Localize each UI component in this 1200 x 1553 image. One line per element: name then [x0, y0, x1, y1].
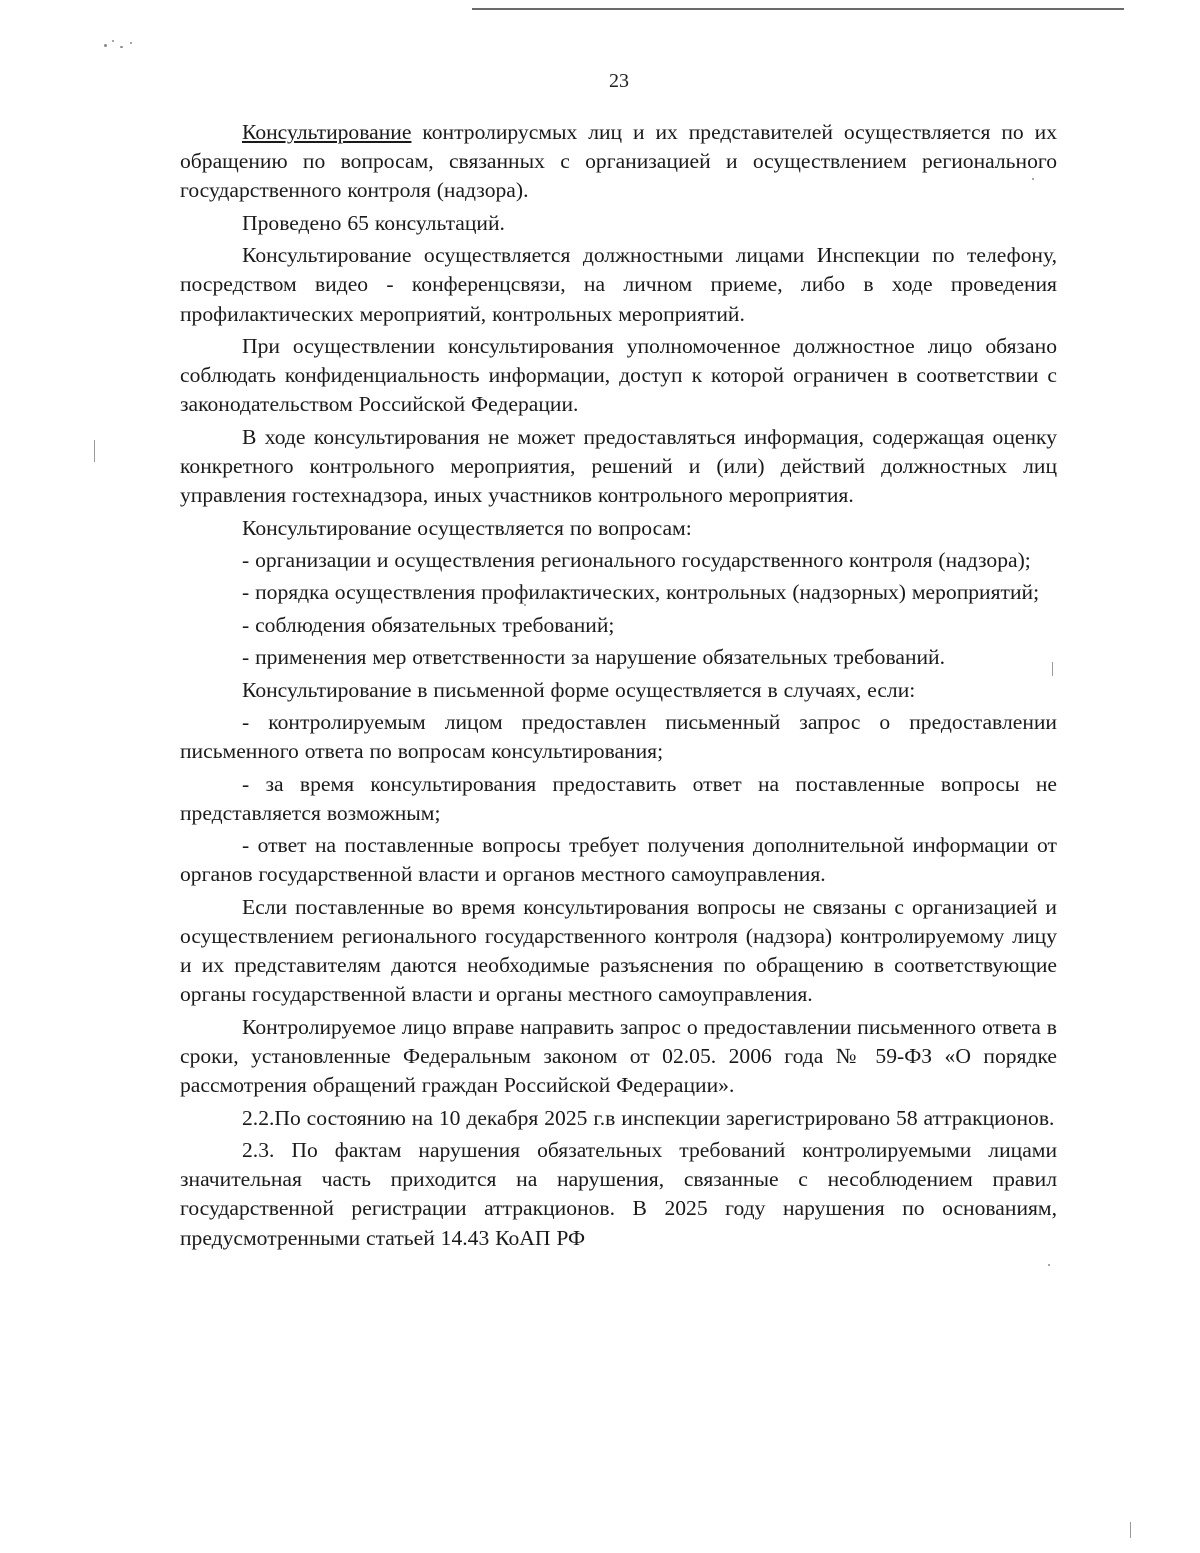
paragraph-unrelated-questions: Если поставленные во время консультирования вопросы не связаны с организацией и осуществлением регионального государственного контроля (надзора) контролируемому лицу и их представителям даются необходимые разъяснения по обращению в соответствующие органы государственной власти и органы местного самоуправления. [180, 894, 1057, 1007]
paragraph-consultations-count: Проведено 65 консультаций. [242, 210, 505, 235]
list-item-topic: - организации и осуществления регионального государственного контроля (надзора); [242, 547, 1031, 572]
top-scan-rule [472, 8, 1124, 10]
list-item-written-case: - контролируемым лицом предоставлен письменный запрос о предоставлении письменного ответа по вопросам консультирования; [180, 709, 1057, 764]
paragraph-consultation-channels: Консультирование осуществляется должностными лицами Инспекции по телефону, посредством видео - конференцсвязи, на личном приеме, либо в ходе проведения профилактических мероприятий, контрольных мероприятий. [180, 243, 1057, 326]
list-item-topic: - порядка осуществления профилактических, контрольных (надзорных) мероприятий; [242, 580, 1040, 605]
scan-margin-mark [94, 440, 95, 462]
paragraph-section-2-3: 2.3. По фактам нарушения обязательных требований контролируемыми лицами значительная часть приходится на нарушения, связанные с несоблюдением правил государственной регистрации аттракционов. В 2025 году нарушения по основаниям, предусмотренными статьей 14.43 КоАП РФ [180, 1137, 1057, 1250]
list-item-topic: - применения мер ответственности за нарушение обязательных требований. [242, 645, 946, 670]
paragraph-restrictions: В ходе консультирования не может предоставляться информация, содержащая оценку конкретного контрольного мероприятия, решений и (или) действий должностных лиц управления гостехнадзора, иных участников контрольного мероприятия. [180, 424, 1057, 508]
list-item-topic: - соблюдения обязательных требований; [242, 612, 615, 637]
page-number: 23 [609, 70, 629, 92]
scan-margin-mark [1130, 1522, 1131, 1538]
paragraph-confidentiality: При осуществлении консультирования уполномоченное должностное лицо обязано соблюдать конфиденциальность информации, доступ к которой ограничен в соответствии с законодательством Российской Федерации. [180, 333, 1057, 417]
list-item-written-case: - за время консультирования предоставить ответ на поставленные вопросы не представляется возможным; [180, 771, 1057, 825]
scan-speck [104, 44, 107, 47]
scan-speck [112, 40, 114, 42]
paragraph-consultation-intro [180, 118, 1057, 206]
scan-speck [1048, 1264, 1050, 1266]
paragraph-topics-intro: Консультирование осуществляется по вопросам: [242, 515, 692, 540]
document-body [180, 118, 1057, 1256]
paragraph-section-2-2: 2.2.По состоянию на 10 декабря 2025 г.в инспекции зарегистрировано 58 аттракционов. [242, 1105, 1055, 1130]
scan-speck [130, 42, 132, 44]
paragraph-text: контролирусмых лиц и их представителей осуществляется по их обращению по вопросам, связанных с организацией и осуществлением регионального государственного контроля (надзора). [180, 120, 1057, 203]
paragraph-written-form-intro: Консультирование в письменной форме осуществляется в случаях, если: [242, 677, 916, 702]
scan-speck [120, 46, 123, 48]
list-item-written-case: - ответ на поставленные вопросы требует получения дополнительной информации от органов государственной власти и органов местного самоуправления. [180, 833, 1057, 887]
underlined-term: Консультирование [242, 120, 412, 144]
paragraph-written-request-right: Контролируемое лицо вправе направить запрос о предоставлении письменного ответа в сроки, установленные Федеральным законом от 02.05. 2006 года № 59-ФЗ «О порядке рассмотрения обращений граждан Российской Федерации». [180, 1014, 1057, 1098]
